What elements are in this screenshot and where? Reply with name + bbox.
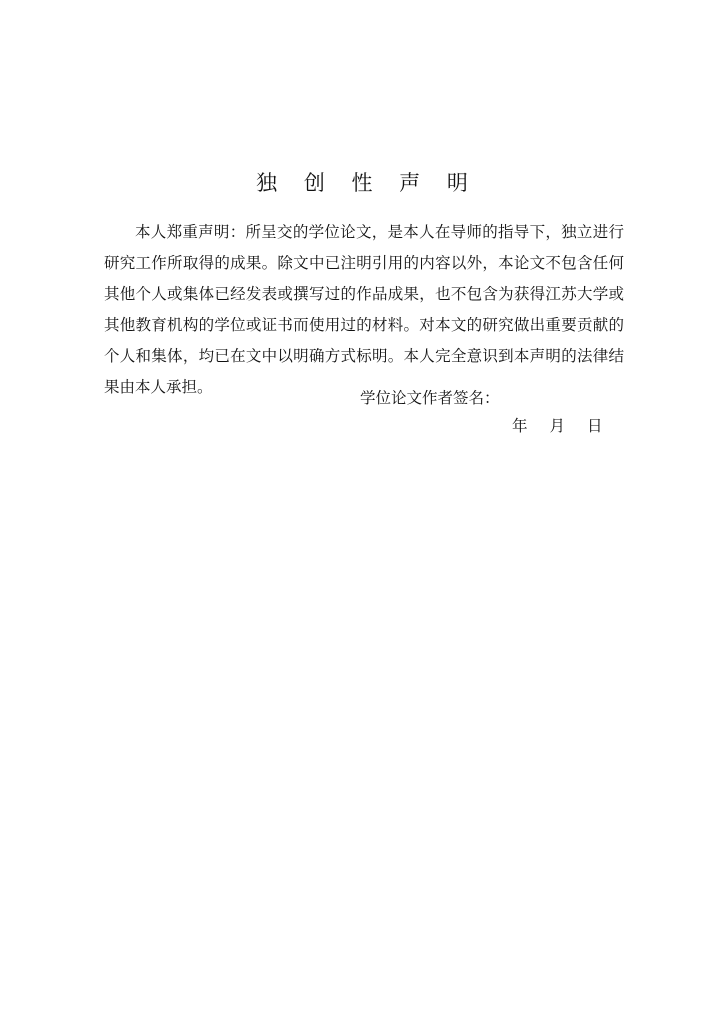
page-title: 独 创 性 声 明 (256, 171, 478, 195)
author-signature-label: 学位论文作者签名： (360, 389, 500, 407)
signature-date (512, 414, 603, 438)
declaration-paragraph: 本人郑重声明：所呈交的学位论文，是本人在导师的指导下，独立进行研究工作所取得的成果。除文中已注明引用的内容以外，本论文不包含任何其他个人或集体已经发表或撰写过的作品成果，也不包含为获得江苏大学或其他教育机构的学位或证书而使用过的材料。对本文的研究做出重要贡献的个人和集体，均已在文中以明确方式标明。本人完全意识到本声明的法律结果由本人承担。 (104, 223, 624, 396)
date-month-label: 月 (549, 417, 566, 435)
date-year-label: 年 (512, 417, 528, 435)
date-day-label: 日 (587, 417, 603, 435)
